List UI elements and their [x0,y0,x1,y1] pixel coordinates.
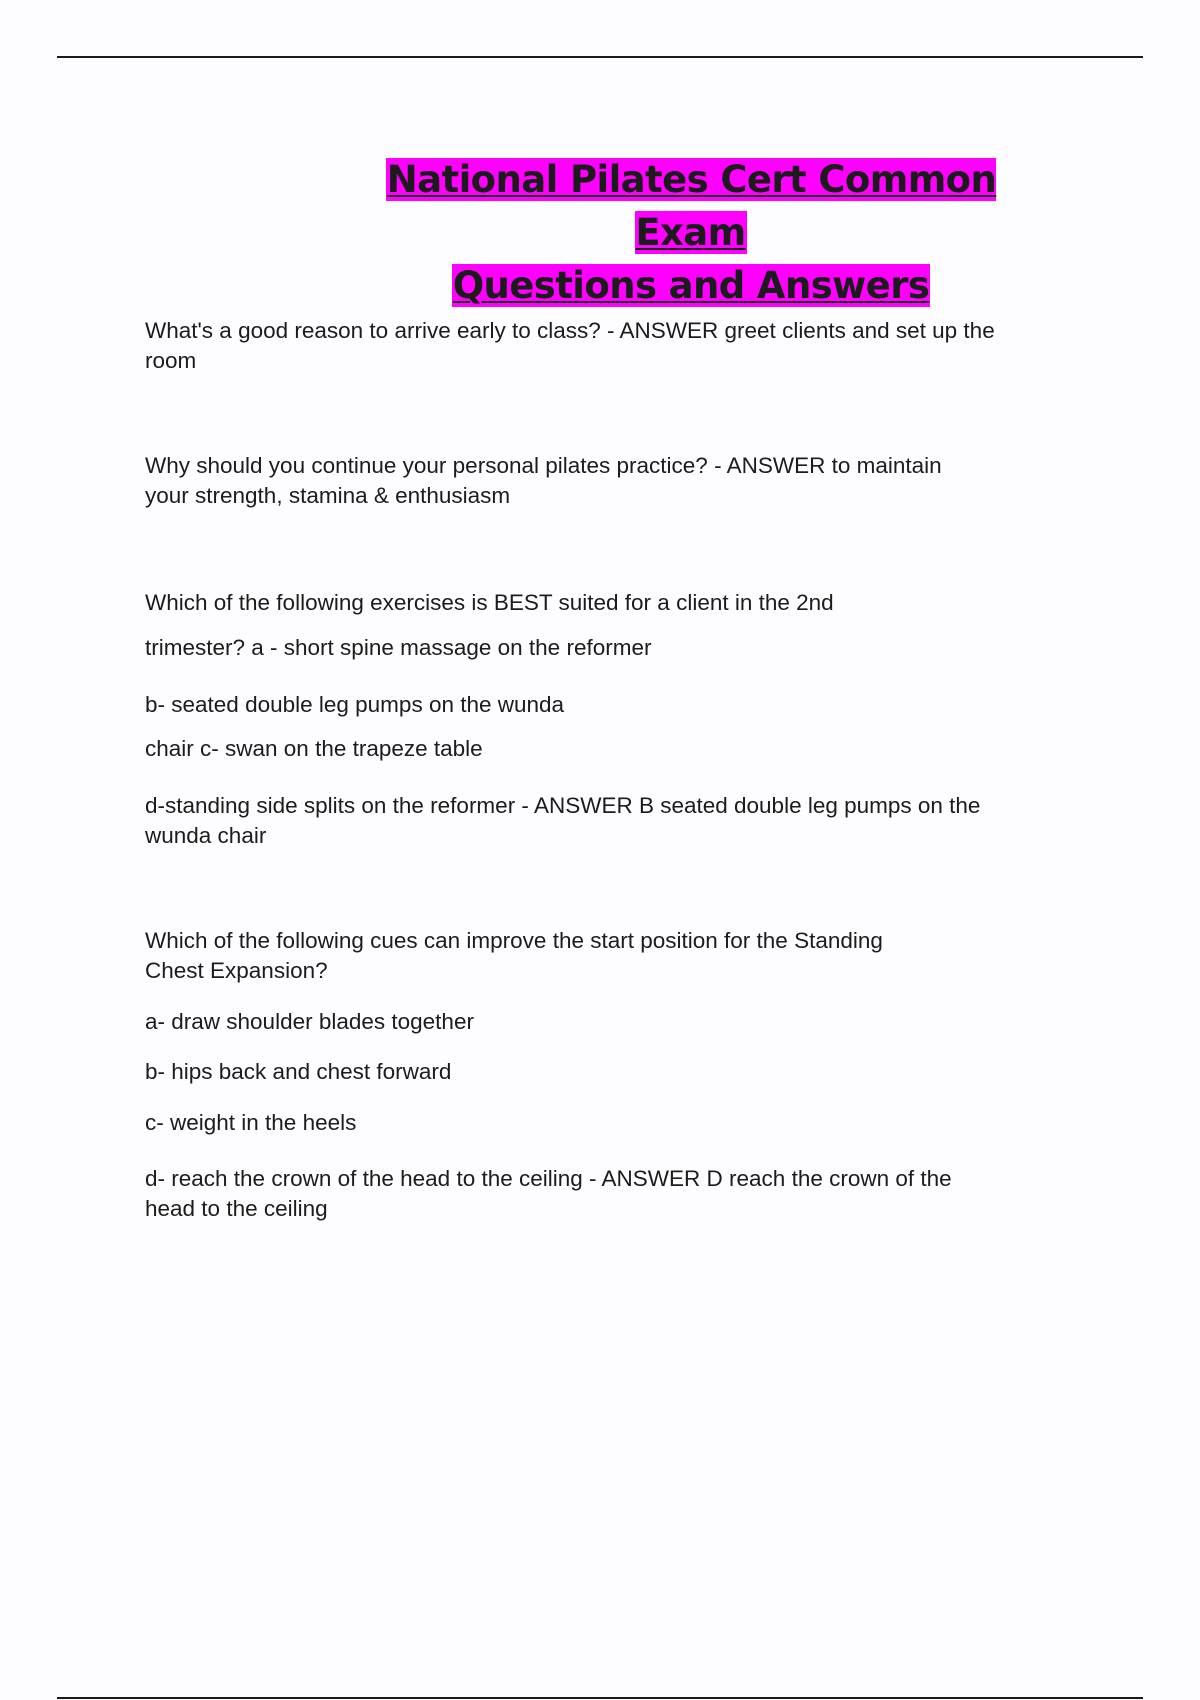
q1-text-line-1: What's a good reason to arrive early to class? - ANSWER greet clients and set up the [145,318,995,343]
q4-option-d-line-2: head to the ceiling [145,1196,328,1221]
q4-text-line-1: Which of the following cues can improve the start position for the Standing [145,928,883,953]
q4-option-d-line-1: d- reach the crown of the head to the ceiling - ANSWER D reach the crown of the [145,1166,952,1191]
page-title [343,153,1039,312]
q2-text-line-1: Why should you continue your personal pilates practice? - ANSWER to maintain [145,453,942,478]
q3-text-line-2: trimester? a - short spine massage on the reformer [145,635,652,660]
q4-option-b: b- hips back and chest forward [145,1059,452,1084]
title-line-1: National Pilates Cert Common Exam [386,158,997,254]
q4-text-line-2: Chest Expansion? [145,958,328,983]
q3-option-b-line-1: b- seated double leg pumps on the wunda [145,692,565,717]
q1-text-line-2: room [145,348,197,373]
bottom-rule [57,1697,1143,1699]
q3-text-line-1: Which of the following exercises is BEST suited for a client in the 2nd [145,590,834,615]
q3-option-b-line-2: chair c- swan on the trapeze table [145,736,483,761]
q3-option-d-line-2: wunda chair [145,823,267,848]
top-rule [57,56,1143,58]
title-line-2: Questions and Answers [452,264,930,307]
q3-option-d-line-1: d-standing side splits on the reformer - ANSWER B seated double leg pumps on the [145,793,981,818]
q4-option-c: c- weight in the heels [145,1110,357,1135]
q2-text-line-2: your strength, stamina & enthusiasm [145,483,511,508]
q4-option-a: a- draw shoulder blades together [145,1009,474,1034]
